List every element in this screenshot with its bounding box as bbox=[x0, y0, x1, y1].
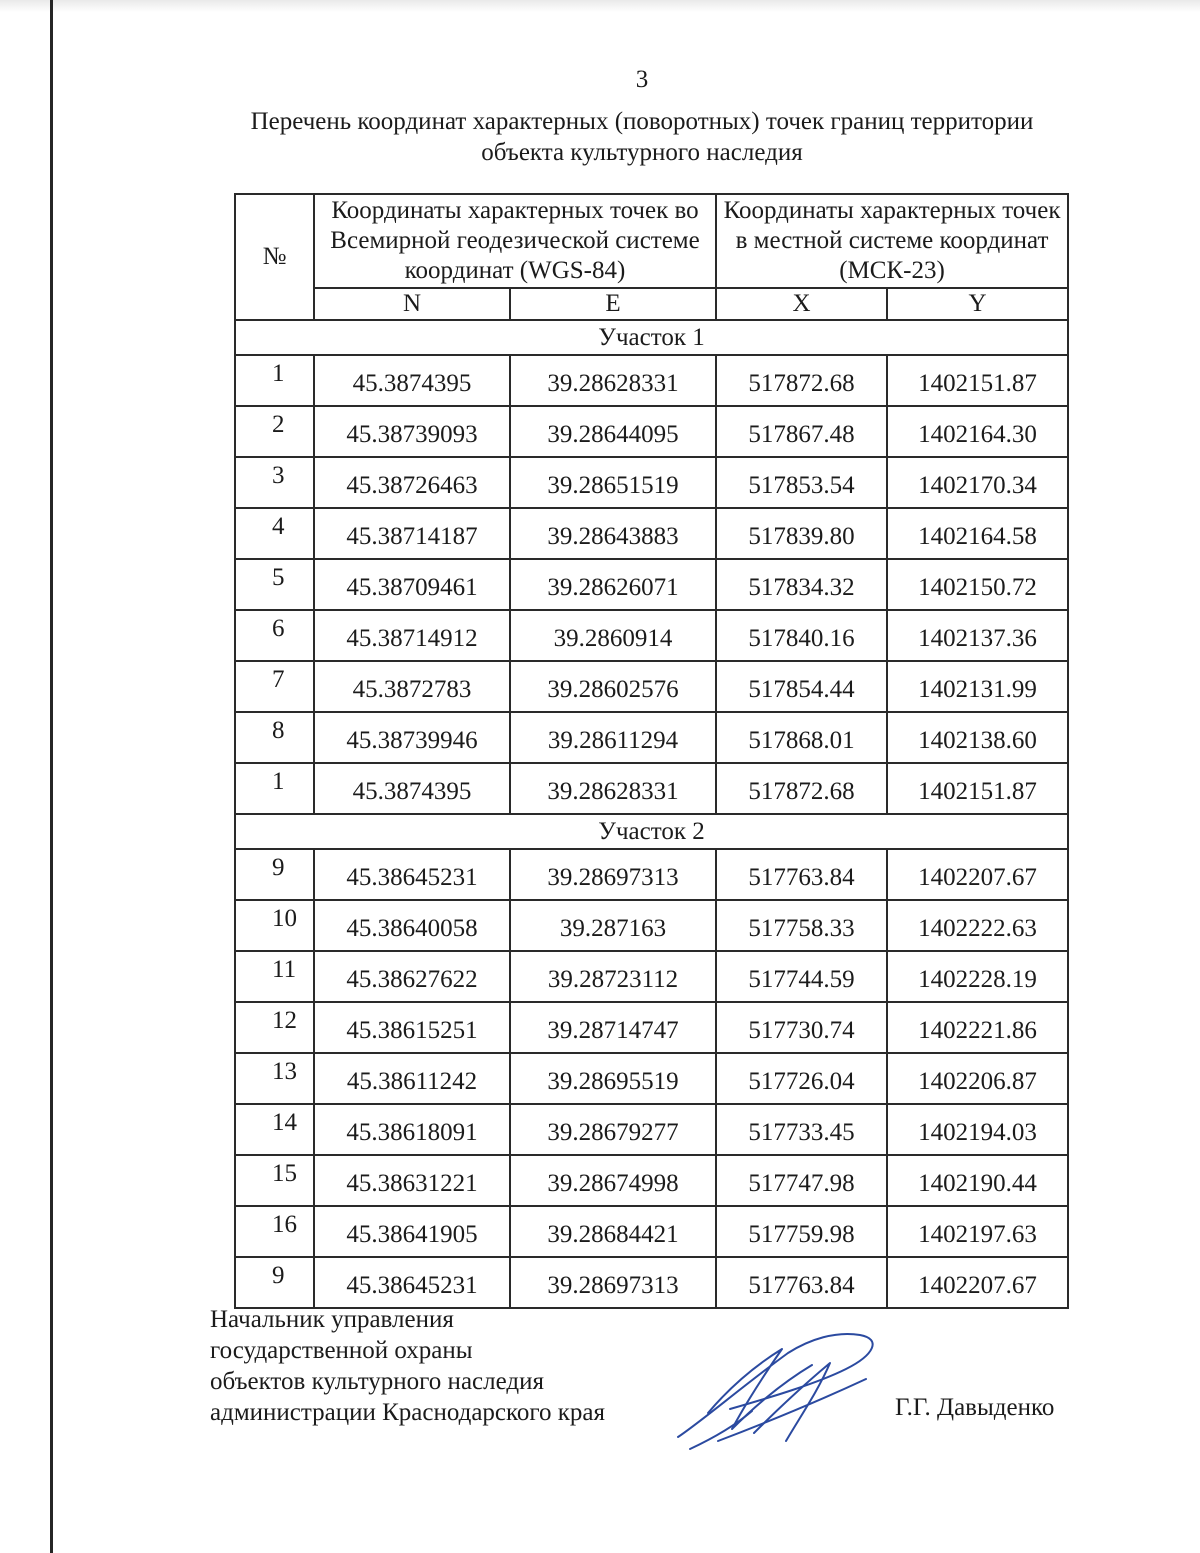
msk-y-cell: 1402206.87 bbox=[887, 1053, 1068, 1104]
point-number-cell: 10 bbox=[235, 900, 314, 951]
wgs-e-cell: 39.28651519 bbox=[510, 457, 716, 508]
wgs-e-cell: 39.28628331 bbox=[510, 763, 716, 814]
signer-name: Г.Г. Давыденко bbox=[895, 1394, 1055, 1421]
msk-x-cell: 517733.45 bbox=[716, 1104, 887, 1155]
msk-x-cell: 517726.04 bbox=[716, 1053, 887, 1104]
wgs-e-cell: 39.2860914 bbox=[510, 610, 716, 661]
signatory-line-3: объектов культурного наследия bbox=[210, 1368, 544, 1395]
point-number-cell: 5 bbox=[235, 559, 314, 610]
wgs-n-cell: 45.38615251 bbox=[314, 1002, 510, 1053]
wgs-e-cell: 39.28644095 bbox=[510, 406, 716, 457]
wgs-n-cell: 45.38714187 bbox=[314, 508, 510, 559]
coordinates-table bbox=[234, 193, 1069, 1309]
wgs-n-cell: 45.38627622 bbox=[314, 951, 510, 1002]
table-row bbox=[235, 763, 1068, 814]
msk-x-cell: 517854.44 bbox=[716, 661, 887, 712]
msk-x-cell: 517840.16 bbox=[716, 610, 887, 661]
wgs-e-cell: 39.287163 bbox=[510, 900, 716, 951]
header-n: N bbox=[314, 288, 510, 320]
signatory-line-1: Начальник управления bbox=[210, 1306, 454, 1333]
msk-x-cell: 517763.84 bbox=[716, 849, 887, 900]
point-number-cell: 7 bbox=[235, 661, 314, 712]
msk-x-cell: 517747.98 bbox=[716, 1155, 887, 1206]
signatory-line-4: администрации Краснодарского края bbox=[210, 1399, 606, 1426]
wgs-n-cell: 45.38645231 bbox=[314, 849, 510, 900]
wgs-e-cell: 39.28611294 bbox=[510, 712, 716, 763]
wgs-n-cell: 45.3874395 bbox=[314, 355, 510, 406]
wgs-n-cell: 45.38726463 bbox=[314, 457, 510, 508]
table-row bbox=[235, 559, 1068, 610]
table-row bbox=[235, 1002, 1068, 1053]
wgs-e-cell: 39.28697313 bbox=[510, 1257, 716, 1308]
document-title-line-2: объекта культурного наследия bbox=[481, 139, 803, 166]
msk-y-cell: 1402207.67 bbox=[887, 1257, 1068, 1308]
msk-x-cell: 517744.59 bbox=[716, 951, 887, 1002]
wgs-n-cell: 45.38640058 bbox=[314, 900, 510, 951]
table-row bbox=[235, 1053, 1068, 1104]
point-number-cell: 12 bbox=[235, 1002, 314, 1053]
signatory-line-2: государственной охраны bbox=[210, 1337, 473, 1364]
header-msk23: Координаты характерных точек в местной системе координат (МСК-23) bbox=[716, 194, 1068, 288]
table-row bbox=[235, 661, 1068, 712]
point-number-cell: 6 bbox=[235, 610, 314, 661]
point-number-cell: 13 bbox=[235, 1053, 314, 1104]
wgs-e-cell: 39.28697313 bbox=[510, 849, 716, 900]
wgs-e-cell: 39.28695519 bbox=[510, 1053, 716, 1104]
point-number-cell: 4 bbox=[235, 508, 314, 559]
wgs-n-cell: 45.3872783 bbox=[314, 661, 510, 712]
msk-y-cell: 1402131.99 bbox=[887, 661, 1068, 712]
point-number-cell: 1 bbox=[235, 355, 314, 406]
point-number-cell: 11 bbox=[235, 951, 314, 1002]
scan-top-edge bbox=[0, 0, 1200, 12]
msk-x-cell: 517730.74 bbox=[716, 1002, 887, 1053]
msk-x-cell: 517853.54 bbox=[716, 457, 887, 508]
header-number: № bbox=[235, 194, 314, 320]
wgs-e-cell: 39.28626071 bbox=[510, 559, 716, 610]
document-title bbox=[200, 106, 1084, 168]
table-body bbox=[235, 320, 1068, 1308]
wgs-n-cell: 45.38611242 bbox=[314, 1053, 510, 1104]
table-row bbox=[235, 355, 1068, 406]
point-number-cell: 3 bbox=[235, 457, 314, 508]
point-number-cell: 2 bbox=[235, 406, 314, 457]
signatory-position bbox=[210, 1304, 605, 1428]
wgs-n-cell: 45.38641905 bbox=[314, 1206, 510, 1257]
header-wgs84: Координаты характерных точек во Всемирной геодезической системе координат (WGS-84) bbox=[314, 194, 716, 288]
msk-y-cell: 1402164.30 bbox=[887, 406, 1068, 457]
wgs-n-cell: 45.3874395 bbox=[314, 763, 510, 814]
table-row bbox=[235, 610, 1068, 661]
msk-x-cell: 517868.01 bbox=[716, 712, 887, 763]
wgs-n-cell: 45.38631221 bbox=[314, 1155, 510, 1206]
wgs-n-cell: 45.38739093 bbox=[314, 406, 510, 457]
msk-y-cell: 1402194.03 bbox=[887, 1104, 1068, 1155]
msk-x-cell: 517834.32 bbox=[716, 559, 887, 610]
wgs-n-cell: 45.38645231 bbox=[314, 1257, 510, 1308]
msk-y-cell: 1402170.34 bbox=[887, 457, 1068, 508]
msk-y-cell: 1402137.36 bbox=[887, 610, 1068, 661]
msk-y-cell: 1402221.86 bbox=[887, 1002, 1068, 1053]
wgs-e-cell: 39.28714747 bbox=[510, 1002, 716, 1053]
table-row bbox=[235, 1104, 1068, 1155]
wgs-n-cell: 45.38714912 bbox=[314, 610, 510, 661]
page-number: 3 bbox=[635, 66, 649, 93]
wgs-e-cell: 39.28674998 bbox=[510, 1155, 716, 1206]
section-header-row bbox=[235, 814, 1068, 849]
point-number-cell: 1 bbox=[235, 763, 314, 814]
msk-y-cell: 1402207.67 bbox=[887, 849, 1068, 900]
point-number-cell: 9 bbox=[235, 849, 314, 900]
header-y: Y bbox=[887, 288, 1068, 320]
table-row bbox=[235, 712, 1068, 763]
section-title: Участок 2 bbox=[235, 814, 1068, 849]
table-row bbox=[235, 406, 1068, 457]
wgs-e-cell: 39.28643883 bbox=[510, 508, 716, 559]
table-row bbox=[235, 849, 1068, 900]
msk-y-cell: 1402228.19 bbox=[887, 951, 1068, 1002]
msk-x-cell: 517839.80 bbox=[716, 508, 887, 559]
msk-y-cell: 1402222.63 bbox=[887, 900, 1068, 951]
wgs-e-cell: 39.28723112 bbox=[510, 951, 716, 1002]
msk-x-cell: 517872.68 bbox=[716, 763, 887, 814]
msk-x-cell: 517763.84 bbox=[716, 1257, 887, 1308]
table-row bbox=[235, 951, 1068, 1002]
table-row bbox=[235, 1155, 1068, 1206]
table-row bbox=[235, 1257, 1068, 1308]
point-number-cell: 16 bbox=[235, 1206, 314, 1257]
msk-y-cell: 1402151.87 bbox=[887, 355, 1068, 406]
msk-x-cell: 517872.68 bbox=[716, 355, 887, 406]
msk-x-cell: 517758.33 bbox=[716, 900, 887, 951]
scan-left-edge bbox=[50, 0, 53, 1553]
wgs-e-cell: 39.28679277 bbox=[510, 1104, 716, 1155]
msk-y-cell: 1402151.87 bbox=[887, 763, 1068, 814]
msk-x-cell: 517759.98 bbox=[716, 1206, 887, 1257]
point-number-cell: 9 bbox=[235, 1257, 314, 1308]
msk-y-cell: 1402138.60 bbox=[887, 712, 1068, 763]
msk-y-cell: 1402150.72 bbox=[887, 559, 1068, 610]
msk-y-cell: 1402164.58 bbox=[887, 508, 1068, 559]
section-header-row bbox=[235, 320, 1068, 355]
msk-y-cell: 1402197.63 bbox=[887, 1206, 1068, 1257]
wgs-e-cell: 39.28628331 bbox=[510, 355, 716, 406]
msk-x-cell: 517867.48 bbox=[716, 406, 887, 457]
msk-y-cell: 1402190.44 bbox=[887, 1155, 1068, 1206]
wgs-n-cell: 45.38618091 bbox=[314, 1104, 510, 1155]
section-title: Участок 1 bbox=[235, 320, 1068, 355]
wgs-e-cell: 39.28684421 bbox=[510, 1206, 716, 1257]
wgs-e-cell: 39.28602576 bbox=[510, 661, 716, 712]
table-row bbox=[235, 1206, 1068, 1257]
header-x: X bbox=[716, 288, 887, 320]
table-row bbox=[235, 457, 1068, 508]
document-title-line-1: Перечень координат характерных (поворотных) точек границ территории bbox=[250, 108, 1034, 135]
point-number-cell: 15 bbox=[235, 1155, 314, 1206]
handwritten-signature bbox=[660, 1325, 890, 1455]
point-number-cell: 14 bbox=[235, 1104, 314, 1155]
table-row bbox=[235, 900, 1068, 951]
point-number-cell: 8 bbox=[235, 712, 314, 763]
header-e: E bbox=[510, 288, 716, 320]
wgs-n-cell: 45.38739946 bbox=[314, 712, 510, 763]
wgs-n-cell: 45.38709461 bbox=[314, 559, 510, 610]
table-row bbox=[235, 508, 1068, 559]
